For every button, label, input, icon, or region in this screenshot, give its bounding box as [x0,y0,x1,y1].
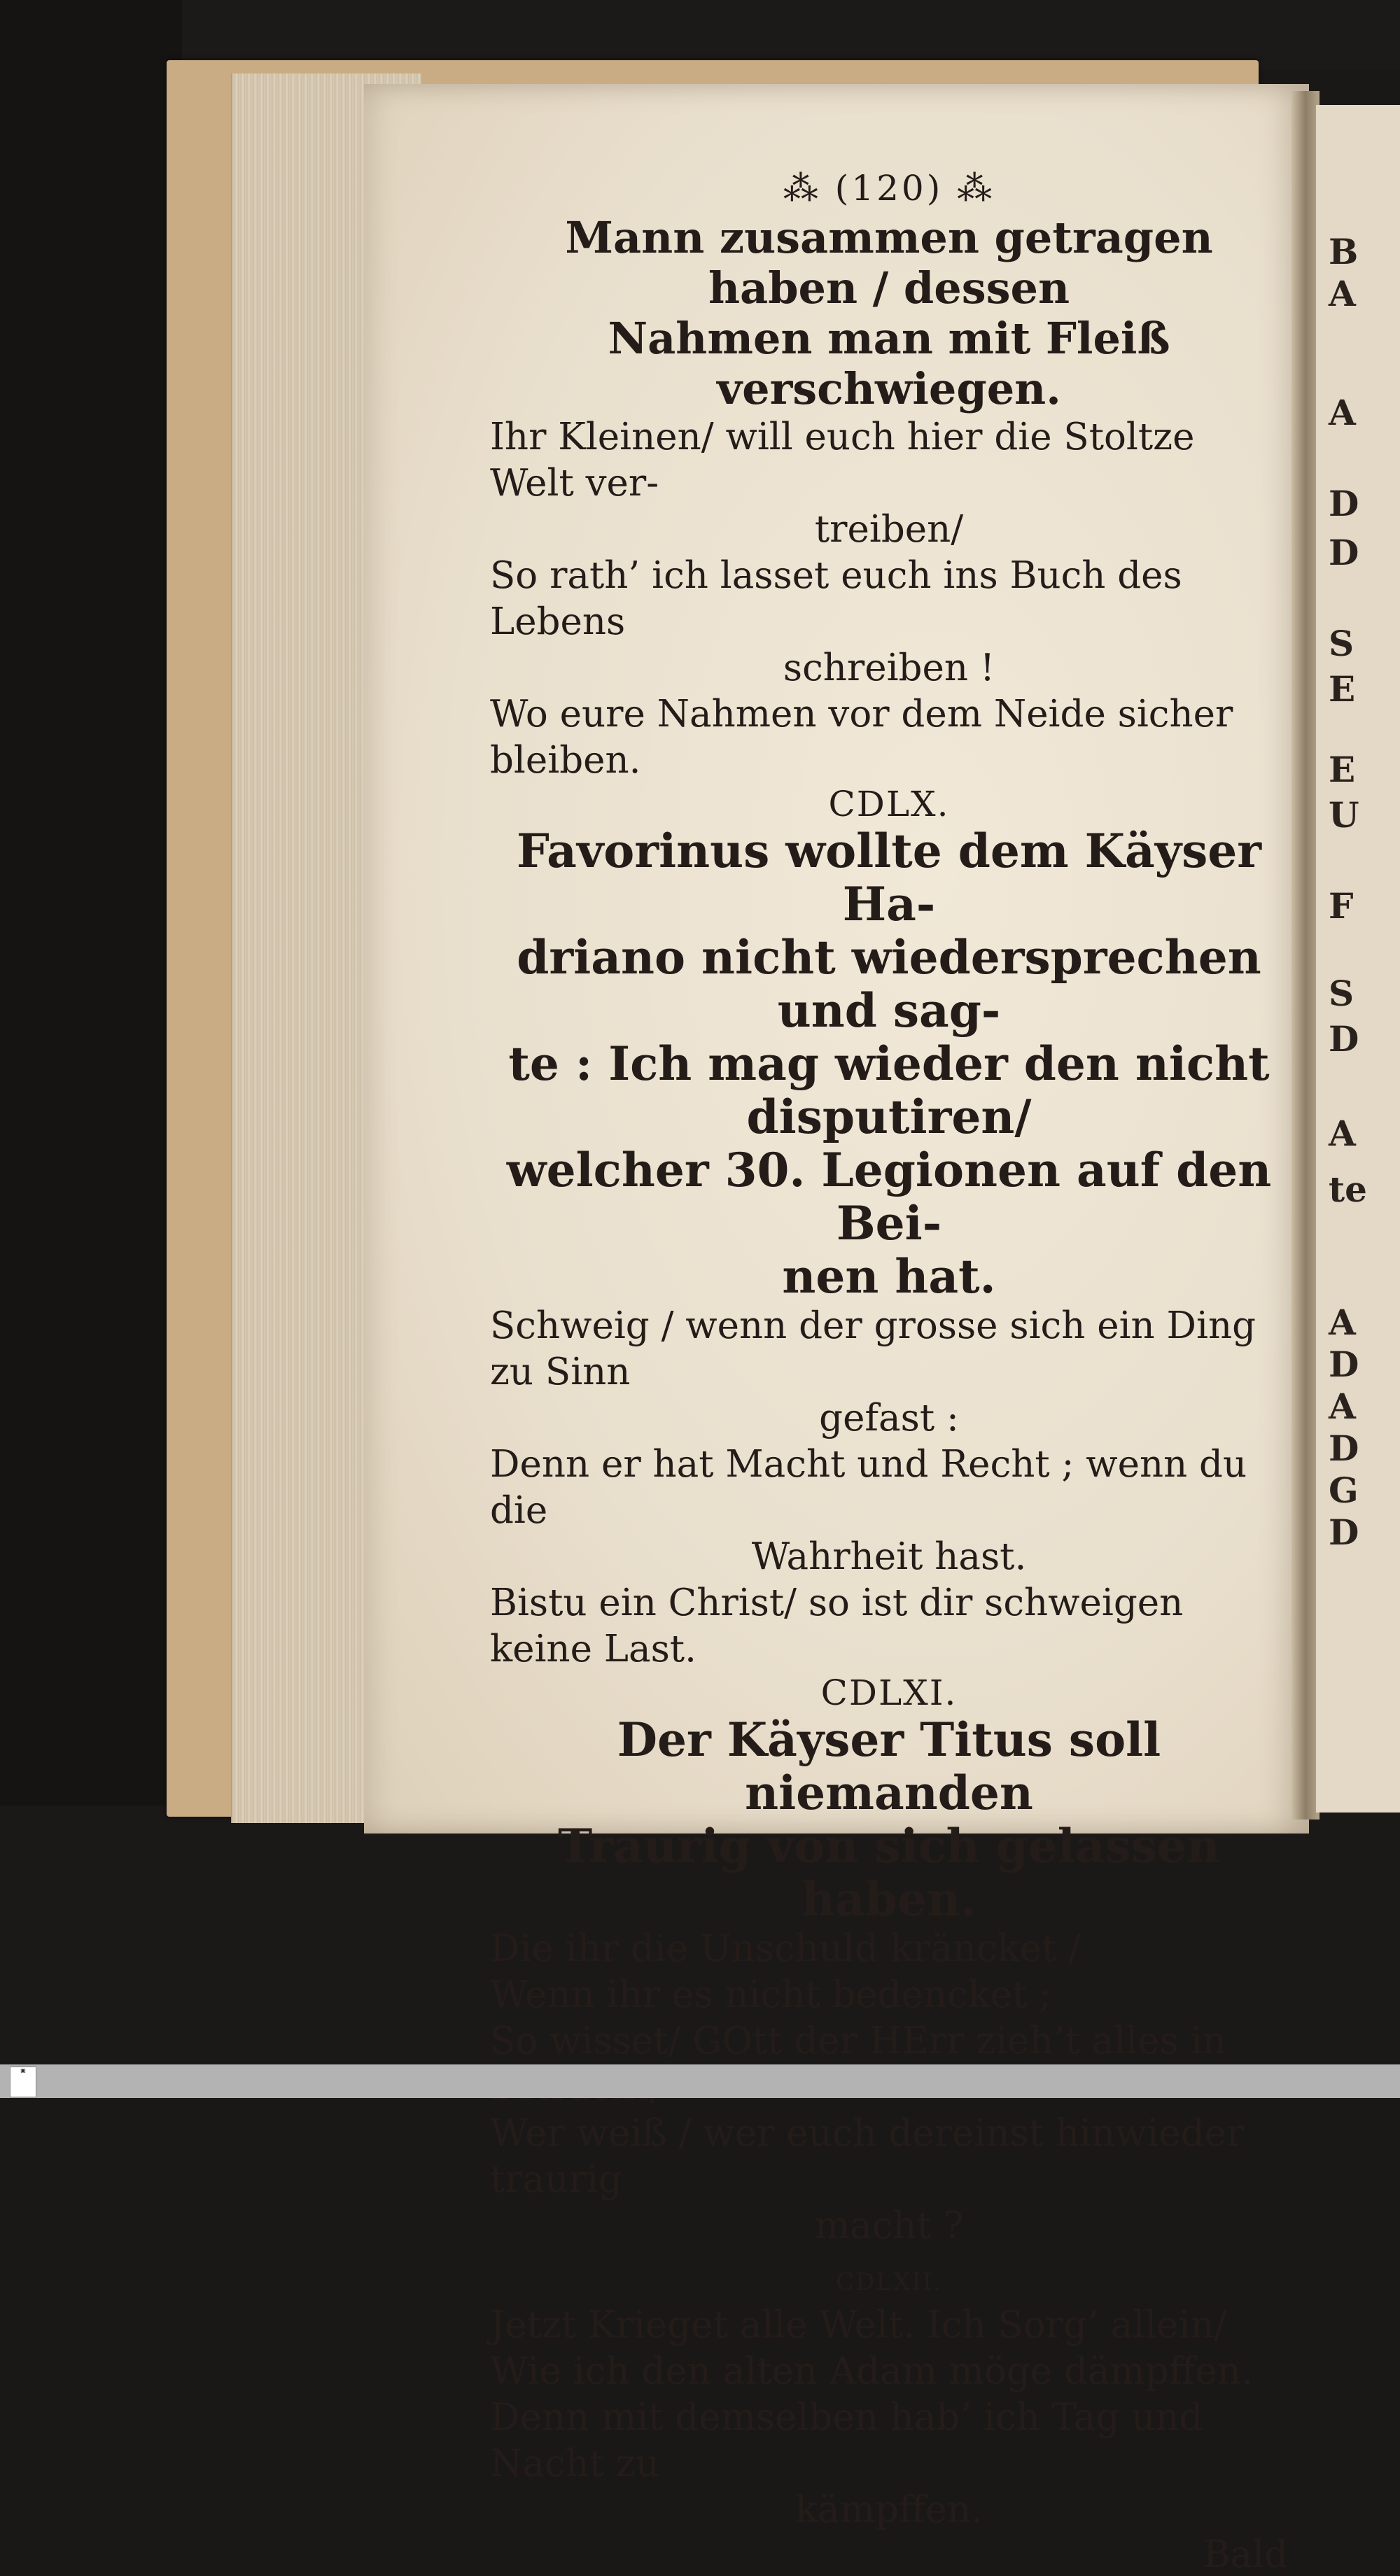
title-line: Der Käyser Titus soll niemanden [617,1712,1161,1820]
facing-letter: te [1329,1169,1367,1210]
facing-letter: E [1329,749,1356,790]
intro-line: Mann zusammen getragen haben / dessen [565,212,1213,314]
facing-letter: S [1329,973,1354,1014]
verse-line: kämpffen. [795,2489,983,2531]
facing-letter: F [1329,885,1354,927]
section-number: CDLXI. [820,1673,958,1713]
title-line: te : Ich mag wieder den nicht disputiren/ [508,1036,1270,1144]
verse-line: Schweig / wenn der grosse sich ein Ding zu Sinn [490,1304,1256,1393]
facing-letter: U [1329,794,1359,836]
verse-line: Bistu ein Christ/ so ist dir schweigen keine Last. [490,1582,1184,1670]
library-logo-icon: ▣ [10,2067,36,2097]
verse-line: Wahrheit hast. [751,1535,1027,1578]
title-line: Favorinus wollte dem Käyser Ha- [516,824,1262,931]
facing-letter: A [1329,1302,1356,1343]
page-header: ⁂ (120) ⁂ [783,168,995,209]
facing-letter: D [1329,483,1359,524]
verse-line: Ihr Kleinen/ will euch hier die Stoltze Welt ver- [490,416,1195,505]
facing-letter: A [1329,1113,1356,1154]
section-title [490,824,1288,1303]
page-text [490,168,1288,2576]
section-title [490,1713,1288,1926]
verse-block [490,414,1288,784]
title-line: nen hat. [782,1249,996,1304]
intro-heading [490,213,1288,414]
facing-letter: A [1329,1386,1356,1427]
facing-letter: A [1329,273,1356,314]
facing-page [1316,105,1400,1813]
verse-line: Wo eure Nahmen vor dem Neide sicher bleiben. [490,693,1233,782]
verse-line: schreiben ! [783,647,995,689]
section-number: CDLX. [828,784,950,824]
facing-letter: S [1329,623,1354,664]
verse-line: treiben/ [814,508,964,551]
background-left [0,0,182,2064]
background-top [182,0,1400,70]
facing-letter: D [1329,1512,1359,1553]
intro-line: Nahmen man mit Fleiß verschwiegen. [608,313,1170,414]
facing-letter: G [1329,1470,1359,1511]
verse-block [490,2302,1288,2533]
title-line: Traurig von sich gelassen haben. [558,1819,1220,1927]
catchword: Bald [1203,2533,1288,2576]
facing-letter: D [1329,1428,1359,1469]
facing-letter: B [1329,231,1359,272]
section-number: CDLXII. [836,2268,942,2296]
verse-line: Wie ich den alten Adam möge dämpffen. [490,2350,1253,2393]
verse-line: Wer weiß / wer euch dereinst hinwieder traurig [490,2112,1245,2201]
title-line: welcher 30. Legionen auf den Bei- [506,1143,1272,1251]
verse-line: gefast : [819,1397,959,1440]
facing-letter: E [1329,668,1356,710]
book-gutter [1292,91,1320,1820]
verse-line: So wisset/ GOtt der HErr zieh’t alles in [490,2020,1226,2062]
viewer-footer [0,2064,1400,2098]
verse-line: Jetzt Krieget alle Welt. Ich Sorg’ allein/ [490,2304,1227,2346]
verse-line: Denn mit demselben hab’ ich Tag und Nacht zu [490,2396,1203,2485]
facing-letter: D [1329,1018,1359,1060]
verse-line: Wenn ihr es nicht bedencket ; [490,1973,1052,2016]
verse-line: So rath’ ich lasset euch ins Buch des Lebens [490,554,1182,643]
facing-letter: D [1329,532,1359,573]
title-line: driano nicht wiedersprechen und sag- [517,930,1261,1038]
verse-block [490,1303,1288,1673]
facing-letter: D [1329,1344,1359,1385]
verse-line: Denn er hat Macht und Recht ; wenn du die [490,1443,1247,1532]
verse-line: macht ? [814,2204,964,2247]
facing-letter: A [1329,392,1356,433]
verse-line: Die ihr die Unschuld kräncket / [490,1927,1082,1970]
